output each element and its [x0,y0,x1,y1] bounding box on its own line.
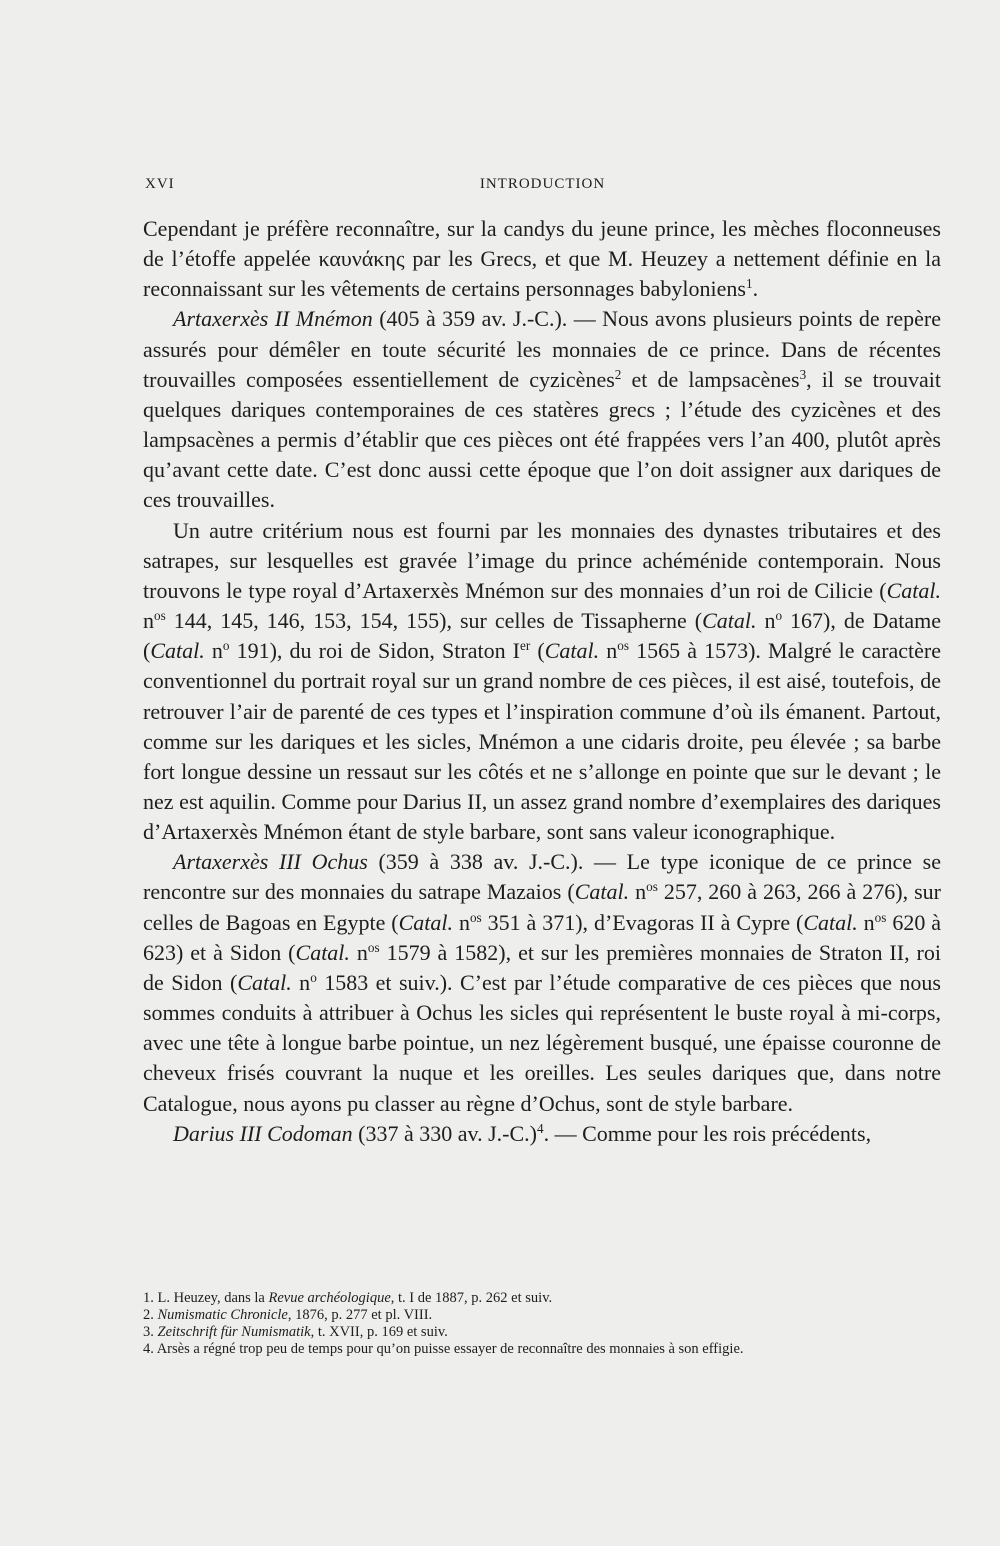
greek-word: καυνάκης [318,246,405,272]
superscript: os [154,608,166,624]
text-run: n [629,879,647,905]
footnote-number: 2. [143,1307,154,1323]
text-run: n [143,608,154,634]
text-run: L. Heuzey, dans la [157,1290,269,1306]
running-title: INTRODUCTION [479,176,606,192]
catalogue-ref: Catal. [237,969,292,995]
text-run: 167), de Datame ( [143,608,941,664]
catalogue-ref: Catal. [295,939,350,965]
text-run: 1565 à 1573). Malgré le caractère conventionnel du portrait royal sur un grand nombre de ces pièces, il est aisé, toutefois, de retrouver l’air de parenté de ces types et l’inspiration commune d’où ils émanent. Partout, comme sur les dariques et les sicles, Mnémon a une cidaris droite, peu élevée ; sa barbe fort longue dessine un ressaut sur les côtés et ne s’allonge en pointe que sur le devant ; le nez est aquilin. Comme pour Darius II, un assez grand nombre d’exemplaires des dariques d’Artaxerxès Mnémon étant de style barbare, sont sans valeur iconographique. [143,638,942,845]
text-run: . — Comme pour les rois précédents, [543,1120,872,1146]
superscript: os [874,909,887,925]
footnote-ref: 2 [614,366,622,382]
text-run: 1579 à 1582), et sur les premières monnaies de Straton II, roi de Sidon ( [143,939,941,995]
paragraph-darius-iii [143,1119,941,1149]
catalogue-ref: Catal. [886,577,941,603]
paragraph-criterium [143,516,941,848]
text-run: 257, 260 à 263, 266 à 276), sur celles de Bagoas en Egypte ( [143,879,942,935]
paragraph-artaxerxes-ii [143,304,941,515]
superscript: o [775,608,783,624]
text-run: par les Grecs, et que M. Heuzey a nettement définie en la reconnaissant sur les vêtements de certains personnages babyloniens [143,246,941,302]
paragraph-candys [143,214,941,304]
text-run: 620 à 623) et à Sidon ( [143,909,942,965]
text-run: n [857,909,875,935]
text-run: n [291,969,311,995]
text-run: n [453,909,470,935]
journal-title: Numismatic Chronicle [157,1307,288,1323]
superscript: os [367,939,380,955]
running-header [145,176,940,196]
text-run: n [599,638,618,664]
footnotes [143,1290,933,1358]
catalogue-ref: Catal. [574,879,630,905]
footnote-4 [143,1341,933,1358]
catalogue-ref: Catal. [544,638,600,664]
footnote-number: 3. [143,1324,154,1340]
catalogue-ref: Catal. [803,909,858,935]
text-run: , il se trouvait quelques dariques contemporaines de ces statères grecs ; l’étude des cyzicènes et des lampsacènes a permis d’établir que ces pièces ont été frappées vers l’an 400, plutôt après qu’avant cette date. C’est donc aussi cette époque que l’on doit assigner aux dariques de ces trouvailles. [143,366,942,513]
footnote-ref: 4 [537,1120,544,1136]
footnote-3 [143,1324,933,1341]
text-run: , t. XVII, p. 169 et suiv. [310,1324,448,1340]
catalogue-ref: Catal. [702,608,757,634]
text-run: n [756,608,776,634]
superscript: os [617,638,629,654]
superscript: os [469,909,482,925]
text-run: , 1876, p. 277 et pl. VIII. [287,1307,433,1323]
footnote-2 [143,1307,933,1324]
text-run: 144, 145, 146, 153, 154, 155), sur celles de Tissapherne ( [165,608,703,634]
text-run: et de lampsacènes [621,366,800,392]
text-run: 1583 et suiv.). C’est par l’étude comparative de ces pièces que nous sommes conduits à attribuer à Ochus les sicles qui représentent le buste royal à mi-corps, avec une tête à longue barbe pointue, un nez légèrement busqué, une épaisse couronne de cheveux frisés couvrant la nuque et les oreilles. Les seules dariques que, dans notre Catalogue, nous ayons pu classer au règne d’Ochus, sont de style barbare. [143,969,941,1116]
paragraph-artaxerxes-iii [143,847,941,1118]
footnote-number: 4. [143,1341,154,1357]
body-text [143,214,941,1149]
catalogue-ref: Catal. [150,638,205,664]
text-run: Arsès a régné trop peu de temps pour qu’on puisse essayer de reconnaître des monnaies à son effigie. [156,1341,744,1357]
superscript: er [520,638,531,654]
text-run: (405 à 359 av. J.-C.). — Nous avons plusieurs points de repère assurés pour démêler en toute sécurité les monnaies de ce prince. Dans de récentes trouvailles composées essentiellement de cyzicènes [143,306,941,392]
journal-title: Zeitschrift für Numismatik [157,1324,311,1340]
section-name: Artaxerxès III Ochus [173,849,368,875]
footnote-ref: 3 [799,366,807,382]
text-run: . [752,276,759,302]
section-name: Darius III Codoman [173,1120,353,1146]
superscript: o [222,638,230,654]
text-run: (359 à 338 av. J.-C.). — Le type iconique de ce prince se rencontre sur des monnaies du satrape Mazaios ( [143,849,941,905]
text-run: Un autre critérium nous est fourni par les monnaies des dynastes tributaires et des satrapes, sur lesquelles est gravée l’image du prince achéménide contemporain. Nous trouvons le type royal d’Artaxerxès Mnémon sur des monnaies d’un roi de Cilicie ( [143,517,941,603]
text-run: 351 à 371), d’Evagoras II à Cypre ( [481,909,804,935]
superscript: os [646,879,658,895]
footnote-number: 1. [143,1290,154,1306]
journal-title: Revue archéologique [268,1290,391,1306]
section-name: Artaxerxès II Mnémon [173,306,373,332]
text-run: Cependant je préfère reconnaître, sur la candys du jeune prince, les mèches floconneuses de l’étoffe appelée [143,216,941,272]
text-run: ( [530,638,545,664]
text-run: n [204,638,223,664]
catalogue-ref: Catal. [398,909,454,935]
footnote-ref: 1 [745,276,753,292]
text-run: 191), du roi de Sidon, Straton I [229,638,521,664]
superscript: o [310,970,317,985]
text-run: , t. I de 1887, p. 262 et suiv. [390,1290,553,1306]
page-number: XVI [145,176,175,192]
text-run: (337 à 330 av. J.-C.) [352,1120,537,1146]
text-run: n [349,939,368,965]
footnote-1 [143,1290,933,1307]
